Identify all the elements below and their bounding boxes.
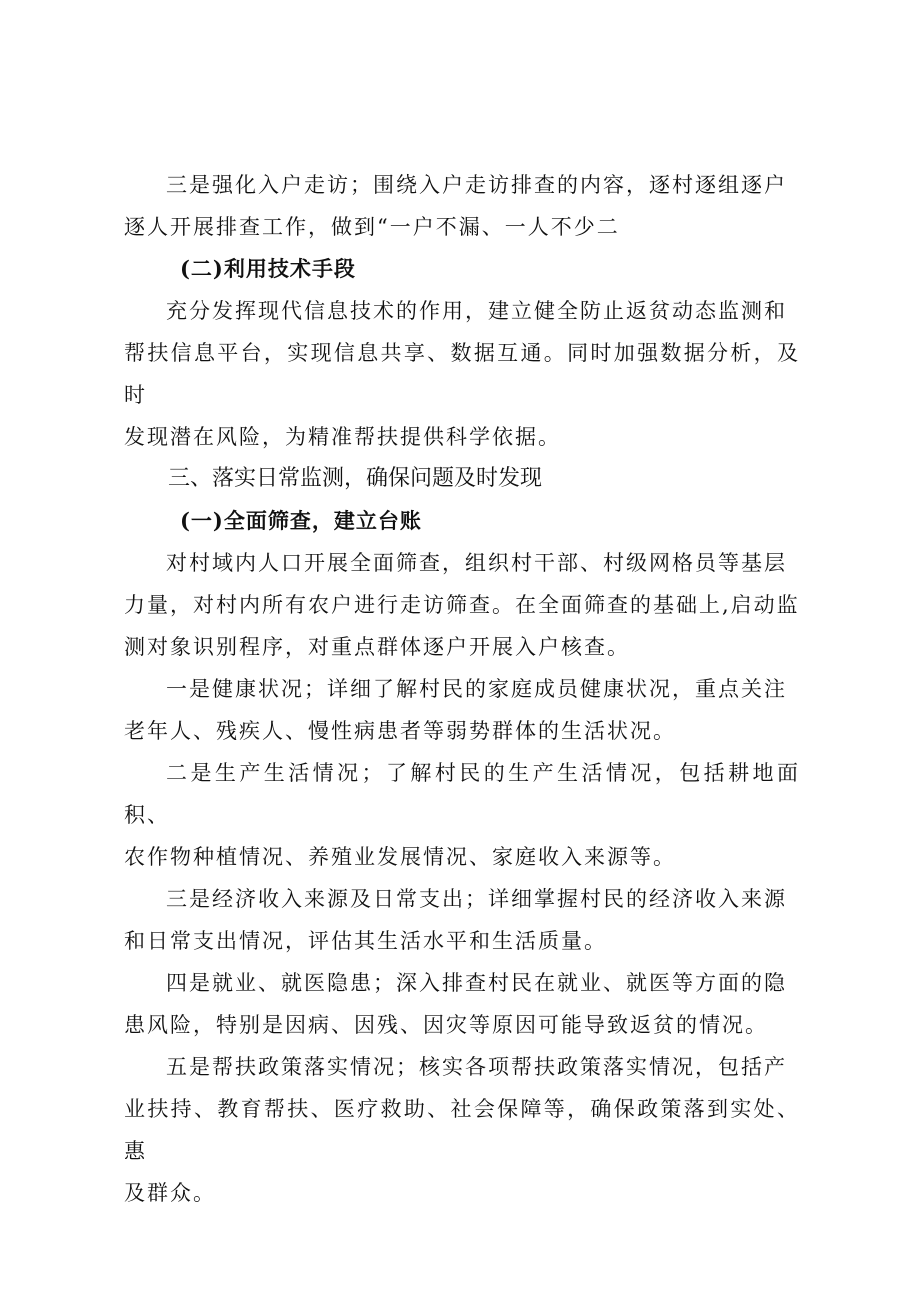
paragraph-tech <box>124 290 800 458</box>
paragraph-line: 患风险，特别是因病、因残、因灾等原因可能导致返贫的情况。 <box>124 1013 768 1037</box>
paragraph-income <box>124 878 800 962</box>
paragraph-line: 业扶持、教育帮扶、医疗救助、社会保障等，确保政策落到实处、惠 <box>124 1097 800 1163</box>
paragraph-line: 测对象识别程序，对重点群体逐户开展入户核查。 <box>124 635 630 659</box>
paragraph-line: 及群众。 <box>124 1181 216 1205</box>
paragraph-line: 二是生产生活情况；了解村民的生产生活情况，包括耕地面积、 <box>124 761 800 827</box>
paragraph-health <box>124 668 800 752</box>
paragraph-line: 三是经济收入来源及日常支出；详细掌握村民的经济收入来源 <box>166 887 787 911</box>
section-heading-monitoring: 三、落实日常监测，确保问题及时发现 <box>168 466 543 491</box>
document-body <box>124 164 800 1214</box>
paragraph-line: 逐人开展排查工作，做到“一户不漏、一人不少二 <box>124 215 620 239</box>
paragraph-line: 三是强化入户走访；围绕入户走访排查的内容，逐村逐组逐户 <box>166 173 787 197</box>
paragraph-policy <box>124 1046 800 1214</box>
paragraph-line: 力量，对村内所有农户进行走访筛查。在全面筛查的基础上,启动监 <box>124 593 800 617</box>
paragraph-line: 农作物种植情况、养殖业发展情况、家庭收入来源等。 <box>124 845 676 869</box>
paragraph-employment <box>124 962 800 1046</box>
sub-heading-tech: (二)利用技术手段 <box>180 256 356 281</box>
paragraph-line: 五是帮扶政策落实情况；核实各项帮扶政策落实情况，包括产 <box>166 1055 787 1079</box>
paragraph-screening <box>124 542 800 668</box>
paragraph-line: 对村域内人口开展全面筛查，组织村干部、村级网格员等基层 <box>166 551 787 575</box>
paragraph-visit <box>124 164 800 248</box>
paragraph-line: 发现潜在风险，为精准帮扶提供科学依据。 <box>124 425 561 449</box>
paragraph-line: 帮扶信息平台，实现信息共享、数据互通。同时加强数据分析，及时 <box>124 341 800 407</box>
paragraph-line: 老年人、残疾人、慢性病患者等弱势群体的生活状况。 <box>124 719 676 743</box>
paragraph-production <box>124 752 800 878</box>
sub-heading-screening: (一)全面筛查，建立台账 <box>180 508 422 533</box>
paragraph-line: 四是就业、就医隐患；深入排查村民在就业、就医等方面的隐 <box>166 971 787 995</box>
paragraph-line: 充分发挥现代信息技术的作用，建立健全防止返贫动态监测和 <box>166 299 787 323</box>
paragraph-line: 和日常支出情况，评估其生活水平和生活质量。 <box>124 929 607 953</box>
paragraph-line: 一是健康状况；详细了解村民的家庭成员健康状况，重点关注 <box>166 677 787 701</box>
